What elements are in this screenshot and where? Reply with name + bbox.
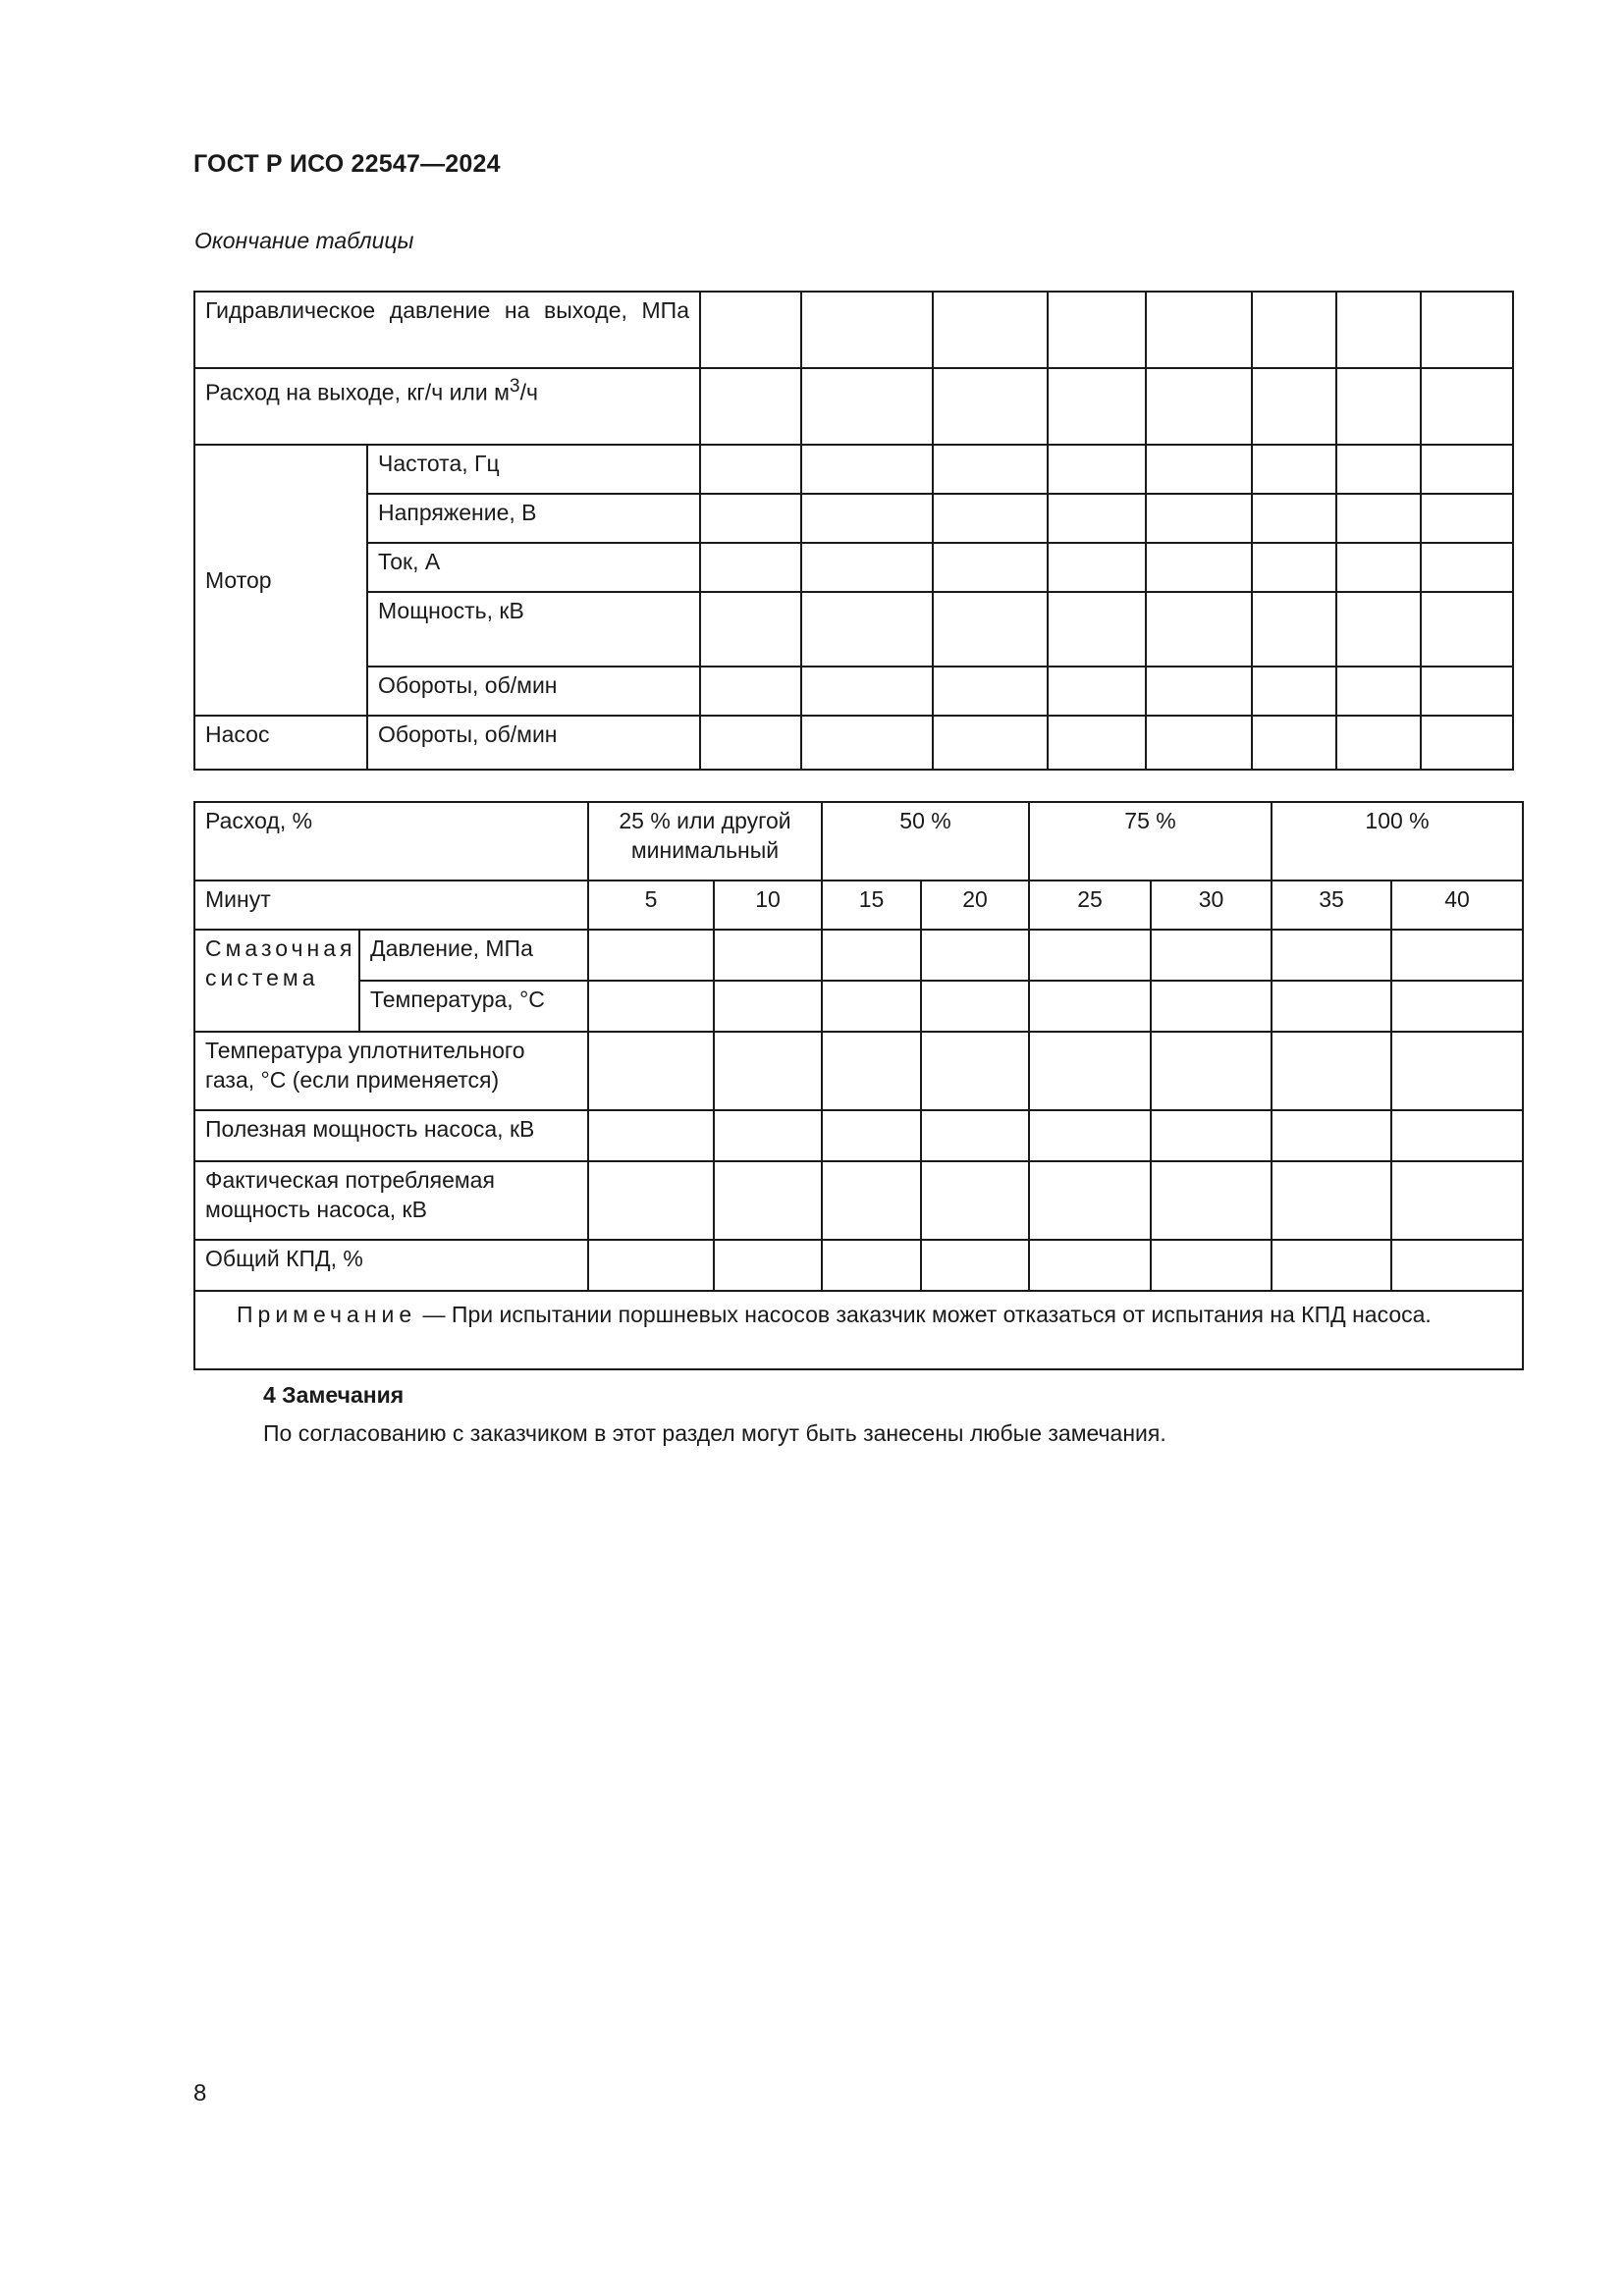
overall-efficiency-label: Общий КПД, %: [194, 1240, 588, 1291]
document-header: ГОСТ Р ИСО 22547—2024: [193, 150, 501, 178]
minute-value: 15: [822, 881, 921, 930]
minute-value: 20: [921, 881, 1029, 930]
lube-temperature-label: Температура, °С: [359, 981, 588, 1032]
flow-level-50: 50 %: [822, 802, 1029, 881]
note-lead: Примечание: [237, 1302, 417, 1327]
minute-value: 30: [1151, 881, 1272, 930]
motor-speed-label: Обороты, об/мин: [367, 667, 700, 716]
section-4-title: 4 Замечания: [263, 1382, 405, 1408]
page-number: 8: [193, 2080, 207, 2107]
minute-value: 10: [714, 881, 822, 930]
motor-power-label: Мощность, кВ: [367, 592, 700, 667]
motor-current-label: Ток, А: [367, 543, 700, 592]
table-row: [194, 543, 1513, 592]
table-row: [194, 1291, 1523, 1369]
table-row: [194, 667, 1513, 716]
table-row: [194, 1240, 1523, 1291]
pump-group-label: Насос: [194, 716, 367, 770]
table-row: [194, 981, 1523, 1032]
flow-level-100: 100 %: [1272, 802, 1523, 881]
pump-speed-label: Обороты, об/мин: [367, 716, 700, 770]
table-continuation-caption: Окончание таблицы: [194, 228, 414, 253]
measurements-table-upper: [193, 291, 1514, 771]
table-row: [194, 494, 1513, 543]
table-row: [194, 802, 1523, 881]
lubrication-system-label: Смазочная система: [194, 930, 359, 1032]
motor-frequency-label: Частота, Гц: [367, 445, 700, 494]
table-row: [194, 1110, 1523, 1161]
actual-power-label: Фактическая потребляемая мощность насоса, кВ: [194, 1161, 588, 1240]
table-row: [194, 445, 1513, 494]
table-row: [194, 930, 1523, 981]
flow-level-25: 25 % или другой минимальный: [588, 802, 822, 881]
table-row: [194, 292, 1513, 368]
flow-percent-label: Расход, %: [194, 802, 588, 881]
table-row: [194, 368, 1513, 445]
table-row: [194, 1161, 1523, 1240]
minute-value: 35: [1272, 881, 1391, 930]
flow-level-75: 75 %: [1029, 802, 1272, 881]
motor-group-label: Мотор: [194, 445, 367, 716]
minute-value: 40: [1391, 881, 1523, 930]
section-4-text: По согласованию с заказчиком в этот раздел могут быть занесены любые замечания.: [263, 1420, 1166, 1446]
table-row: [194, 592, 1513, 667]
lube-pressure-label: Давление, МПа: [359, 930, 588, 981]
table-row: [194, 881, 1523, 930]
outlet-pressure-label: Гидравлическое давление на выходе, МПа: [194, 292, 700, 368]
useful-power-label: Полезная мощность насоса, кВ: [194, 1110, 588, 1161]
minutes-label: Минут: [194, 881, 588, 930]
note-text: — При испытании поршневых насосов заказчик может отказаться от испытания на КПД насоса.: [416, 1302, 1432, 1327]
seal-gas-temperature-label: Температура уплотнительного газа, °С (если применяется): [194, 1032, 588, 1110]
table-row: [194, 716, 1513, 770]
motor-voltage-label: Напряжение, В: [367, 494, 700, 543]
measurements-table-lower: [193, 801, 1524, 1370]
minute-value: 25: [1029, 881, 1151, 930]
outlet-flow-label: Расход на выходе, кг/ч или $м^3/ч$: [194, 368, 700, 445]
table-note: [194, 1291, 1523, 1369]
minute-value: 5: [588, 881, 714, 930]
table-row: [194, 1032, 1523, 1110]
